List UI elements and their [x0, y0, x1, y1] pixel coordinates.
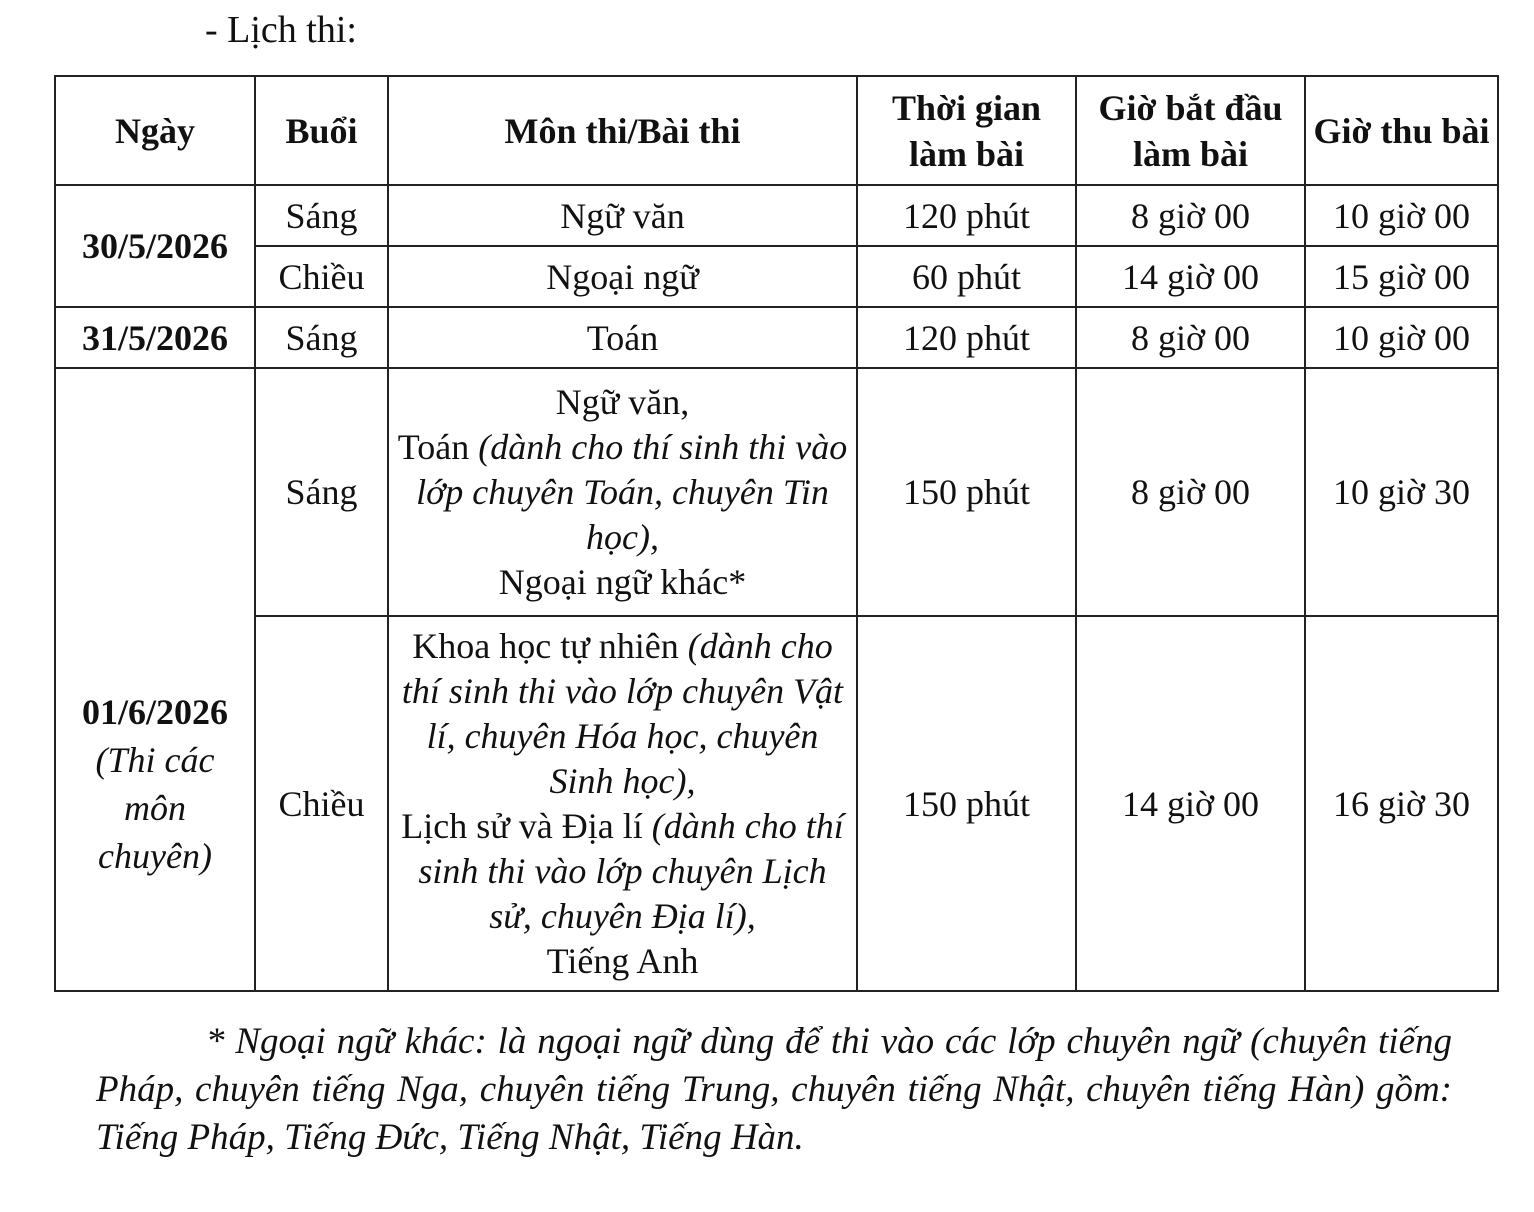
header-start-time: Giờ bắt đầu làm bài	[1076, 76, 1305, 185]
header-end-time: Giờ thu bài	[1305, 76, 1498, 185]
subject-cell: Ngữ văn	[388, 185, 857, 246]
section-heading: - Lịch thi:	[205, 9, 357, 51]
header-date: Ngày	[55, 76, 255, 185]
date-cell: 31/5/2026	[55, 307, 255, 368]
session-cell: Sáng	[255, 185, 388, 246]
subject-note: (dành cho thí sinh thi vào lớp chuyên Lịch sử, chuyên Địa lí),	[418, 805, 844, 936]
date-note: (Thi các môn chuyên)	[95, 739, 215, 876]
subject-name: Toán	[397, 426, 470, 467]
subject-line: Ngữ văn,	[555, 381, 690, 422]
header-duration: Thời gian làm bài	[857, 76, 1076, 185]
table-header-row	[55, 76, 1498, 185]
duration-cell: 120 phút	[857, 185, 1076, 246]
date-cell: 30/5/2026	[55, 185, 255, 307]
session-cell: Sáng	[255, 307, 388, 368]
duration-cell: 150 phút	[857, 616, 1076, 991]
subject-line: Ngoại ngữ khác*	[498, 561, 747, 602]
subject-cell	[388, 616, 857, 991]
start-time-cell: 8 giờ 00	[1076, 307, 1305, 368]
subject-line: Tiếng Anh	[546, 940, 699, 981]
table-row	[55, 307, 1498, 368]
date-text: 01/6/2026	[81, 691, 228, 732]
subject-line	[395, 624, 850, 804]
end-time-cell: 10 giờ 00	[1305, 185, 1498, 246]
subject-name: Lịch sử và Địa lí	[401, 805, 643, 846]
end-time-cell: 10 giờ 00	[1305, 307, 1498, 368]
duration-cell: 120 phút	[857, 307, 1076, 368]
end-time-cell: 15 giờ 00	[1305, 246, 1498, 307]
table-row	[55, 185, 1498, 246]
header-subject: Môn thi/Bài thi	[388, 76, 857, 185]
duration-cell: 150 phút	[857, 368, 1076, 616]
start-time-cell: 14 giờ 00	[1076, 246, 1305, 307]
end-time-cell: 10 giờ 30	[1305, 368, 1498, 616]
header-session: Buổi	[255, 76, 388, 185]
start-time-cell: 8 giờ 00	[1076, 368, 1305, 616]
subject-cell: Toán	[388, 307, 857, 368]
subject-cell	[388, 368, 857, 616]
end-time-cell: 16 giờ 30	[1305, 616, 1498, 991]
subject-note: (dành cho thí sinh thi vào lớp chuyên Toán, chuyên Tin học),	[416, 426, 848, 557]
footnote: * Ngoại ngữ khác: là ngoại ngữ dùng để thi vào các lớp chuyên ngữ (chuyên tiếng Pháp, chuyên tiếng Nga, chuyên tiếng Trung, chuyên tiếng Nhật, chuyên tiếng Hàn) gồm: Tiếng Pháp, Tiếng Đức, Tiếng Nhật, Tiếng Hàn.	[96, 1021, 1452, 1158]
table-row	[55, 246, 1498, 307]
date-cell	[55, 368, 255, 991]
subject-cell: Ngoại ngữ	[388, 246, 857, 307]
session-cell: Chiều	[255, 616, 388, 991]
subject-line	[395, 804, 850, 939]
duration-cell: 60 phút	[857, 246, 1076, 307]
table-row	[55, 368, 1498, 616]
start-time-cell: 14 giờ 00	[1076, 616, 1305, 991]
session-cell: Chiều	[255, 246, 388, 307]
table-row	[55, 616, 1498, 991]
session-cell: Sáng	[255, 368, 388, 616]
exam-schedule-table	[54, 75, 1499, 992]
start-time-cell: 8 giờ 00	[1076, 185, 1305, 246]
subject-note: (dành cho thí sinh thi vào lớp chuyên Vật lí, chuyên Hóa học, chuyên Sinh học),	[401, 625, 844, 801]
subject-line	[395, 425, 850, 560]
subject-name: Khoa học tự nhiên	[412, 625, 679, 666]
